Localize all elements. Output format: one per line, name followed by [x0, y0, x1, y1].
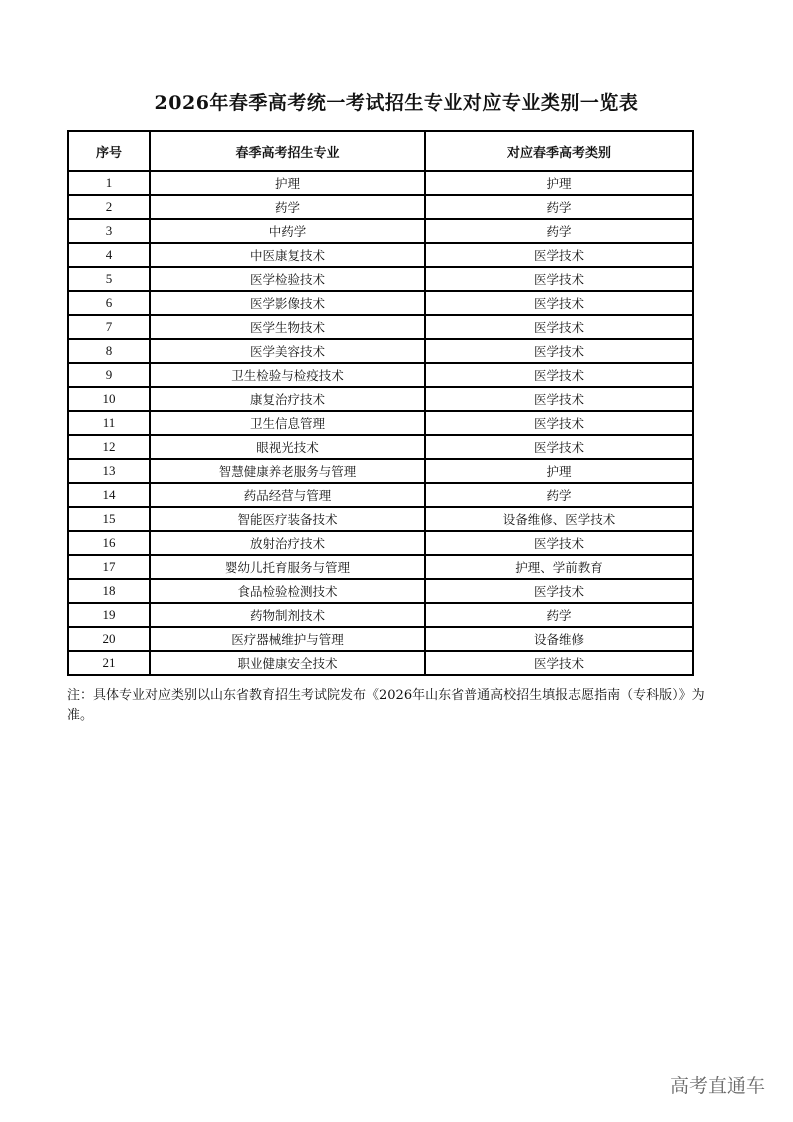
major-category-table [67, 130, 694, 676]
row-number: 2 [68, 195, 150, 219]
row-category: 医学技术 [425, 531, 693, 555]
row-category: 医学技术 [425, 435, 693, 459]
row-major: 智慧健康养老服务与管理 [150, 459, 425, 483]
row-number: 12 [68, 435, 150, 459]
row-number: 18 [68, 579, 150, 603]
table-row [68, 603, 693, 627]
table-row [68, 411, 693, 435]
row-number: 20 [68, 627, 150, 651]
row-major: 医学生物技术 [150, 315, 425, 339]
row-category: 护理 [425, 459, 693, 483]
header-major: 春季高考招生专业 [150, 131, 425, 171]
row-major: 智能医疗装备技术 [150, 507, 425, 531]
row-category: 护理、学前教育 [425, 555, 693, 579]
table-row [68, 507, 693, 531]
row-major: 医疗器械维护与管理 [150, 627, 425, 651]
row-major: 护理 [150, 171, 425, 195]
table-row [68, 555, 693, 579]
table-row [68, 627, 693, 651]
row-category: 医学技术 [425, 243, 693, 267]
row-number: 11 [68, 411, 150, 435]
row-category: 药学 [425, 603, 693, 627]
row-number: 4 [68, 243, 150, 267]
table-row [68, 387, 693, 411]
table-row [68, 291, 693, 315]
row-number: 7 [68, 315, 150, 339]
row-category: 医学技术 [425, 387, 693, 411]
row-category: 医学技术 [425, 579, 693, 603]
row-category: 设备维修、医学技术 [425, 507, 693, 531]
table-row [68, 459, 693, 483]
row-number: 15 [68, 507, 150, 531]
table-row [68, 483, 693, 507]
page-title: 2026年春季高考统一考试招生专业对应专业类别一览表 [154, 92, 639, 114]
table-row [68, 651, 693, 675]
row-category: 药学 [425, 483, 693, 507]
row-major: 医学美容技术 [150, 339, 425, 363]
row-number: 5 [68, 267, 150, 291]
table-row [68, 267, 693, 291]
row-number: 19 [68, 603, 150, 627]
row-category: 医学技术 [425, 411, 693, 435]
row-number: 1 [68, 171, 150, 195]
row-category: 医学技术 [425, 339, 693, 363]
row-major: 康复治疗技术 [150, 387, 425, 411]
watermark: 高考直通车 [669, 1075, 765, 1097]
row-major: 职业健康安全技术 [150, 651, 425, 675]
row-number: 14 [68, 483, 150, 507]
row-major: 眼视光技术 [150, 435, 425, 459]
row-category: 医学技术 [425, 267, 693, 291]
table-row [68, 579, 693, 603]
table-row [68, 435, 693, 459]
row-number: 17 [68, 555, 150, 579]
row-major: 药学 [150, 195, 425, 219]
table-row [68, 195, 693, 219]
row-major: 放射治疗技术 [150, 531, 425, 555]
row-number: 3 [68, 219, 150, 243]
header-no: 序号 [68, 131, 150, 171]
row-category: 医学技术 [425, 315, 693, 339]
row-number: 13 [68, 459, 150, 483]
table-row [68, 315, 693, 339]
header-category: 对应春季高考类别 [425, 131, 693, 171]
row-category: 医学技术 [425, 363, 693, 387]
row-number: 9 [68, 363, 150, 387]
row-category: 药学 [425, 195, 693, 219]
row-major: 医学影像技术 [150, 291, 425, 315]
table-row [68, 363, 693, 387]
row-major: 食品检验检测技术 [150, 579, 425, 603]
row-major: 药品经营与管理 [150, 483, 425, 507]
table-row [68, 219, 693, 243]
table-row [68, 171, 693, 195]
table-header-row [68, 131, 693, 171]
row-major: 医学检验技术 [150, 267, 425, 291]
row-number: 6 [68, 291, 150, 315]
row-number: 8 [68, 339, 150, 363]
row-major: 药物制剂技术 [150, 603, 425, 627]
table-row [68, 339, 693, 363]
row-major: 中医康复技术 [150, 243, 425, 267]
row-category: 医学技术 [425, 291, 693, 315]
row-major: 婴幼儿托育服务与管理 [150, 555, 425, 579]
table-row [68, 243, 693, 267]
row-category: 药学 [425, 219, 693, 243]
row-number: 10 [68, 387, 150, 411]
row-category: 医学技术 [425, 651, 693, 675]
row-number: 21 [68, 651, 150, 675]
row-major: 卫生检验与检疫技术 [150, 363, 425, 387]
footnote: 注：具体专业对应类别以山东省教育招生考试院发布《2026年山东省普通高校招生填报志愿指南（专科版）》为准。 [67, 688, 705, 723]
table-row [68, 531, 693, 555]
row-major: 卫生信息管理 [150, 411, 425, 435]
row-category: 设备维修 [425, 627, 693, 651]
row-major: 中药学 [150, 219, 425, 243]
row-number: 16 [68, 531, 150, 555]
row-category: 护理 [425, 171, 693, 195]
